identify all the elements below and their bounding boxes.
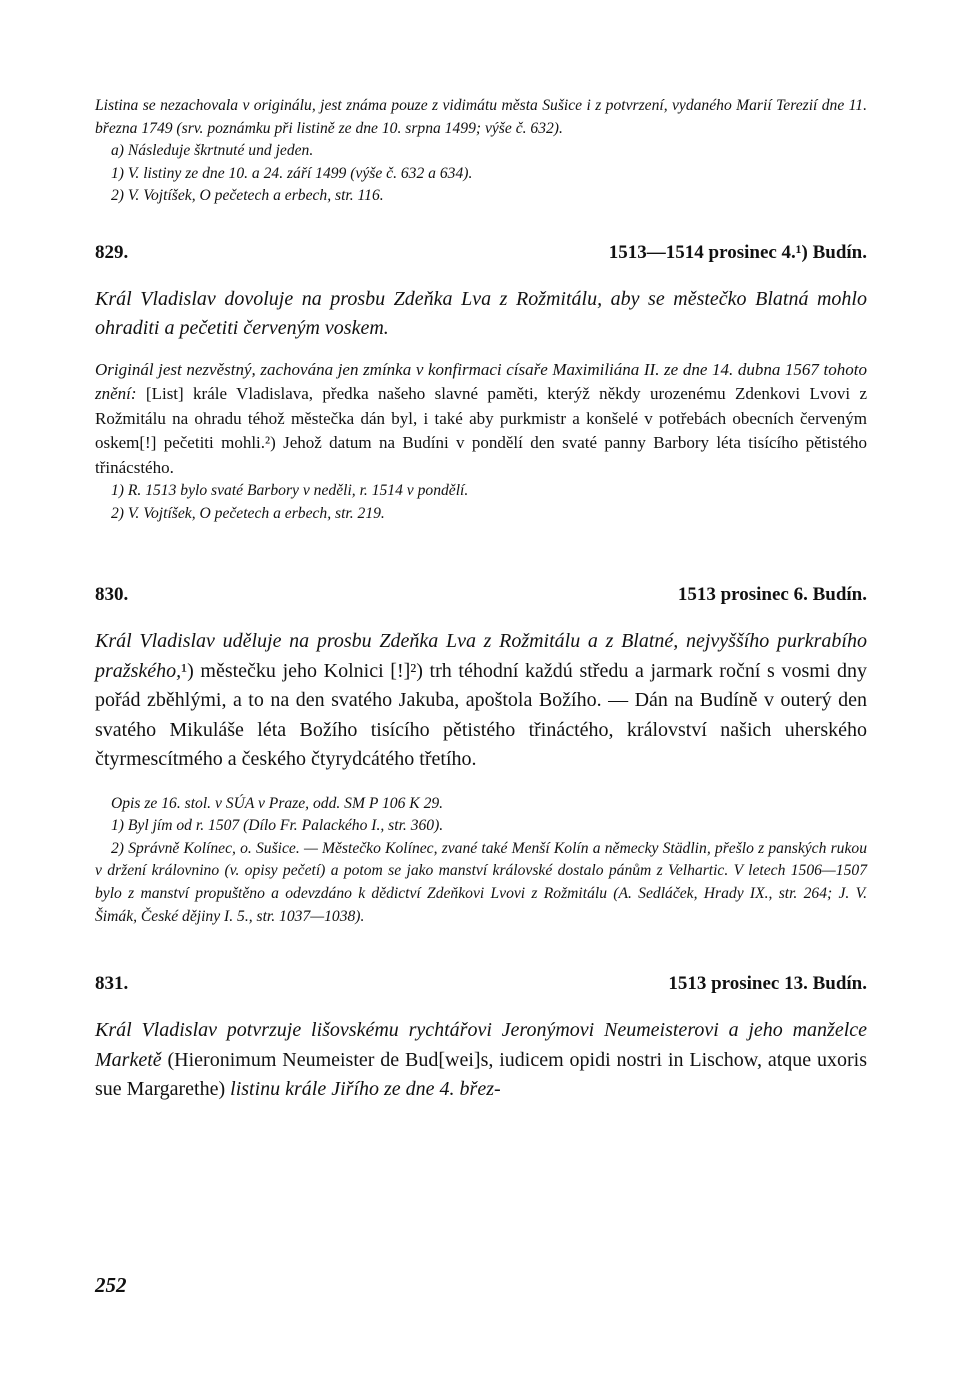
entry-831 [95,972,867,1105]
entry-summary-italic: Král Vladislav potvrzuje lišovskému rychtářovi Jeronýmovi Neumeisterovi a jeho manželce Marketě [95,1019,867,1071]
footnote-1: 1) R. 1513 bylo svaté Barbory v neděli, r. 1514 v pondělí. [111,482,469,499]
entry-number: 831. [95,973,129,995]
entry-date-place: 1513—1514 prosinec 4.¹) Budín. [608,241,867,263]
entry-summary-italic-cont: listinu krále Jiřího ze dne 4. břez- [230,1078,501,1101]
source-note: Opis ze 16. stol. v SÚA v Praze, odd. SM P 106 K 29. [111,794,444,812]
entry-number: 829. [95,241,129,263]
preservation-note: Listina se nezachovala v originálu, jest známa pouze z vidimátu města Sušice i z potvrzení, vydaného Marií Terezií dne 11. března 1749 (srv. poznámku při listině ze dne 10. srpna 1499; výše č. 632). [95,97,867,137]
top-notes [95,95,867,208]
entry-summary-italic: Král Vladislav uděluje na prosbu Zdeňka Lva z Rožmitálu a z Blatné, nejvyššího purkrabího pražského, [95,630,867,682]
footnote-1: 1) V. listiny ze dne 10. a 24. září 1499 (výše č. 632 a 634). [111,164,473,182]
latin-quote: (Hieronimum Neumeister de Bud[wei]s, iudicem opidi nostri in Lischow, atque uxoris sue Margarethe) [95,1048,867,1101]
entry-830 [95,583,867,928]
entry-summary: Král Vladislav dovoluje na prosbu Zdeňka Lva z Rožmitálu, aby se městečko Blatná mohlo ohraditi a pečetiti červeným voskem. [95,287,867,340]
entry-intro: Originál jest nezvěstný, zachována jen zmínka v konfirmaci císaře Maximiliána II. ze dne 14. dubna 1567 tohoto znění: [95,359,867,404]
entry-header [95,972,867,996]
entry-number: 830. [95,584,129,606]
entry-text [95,358,867,480]
entry-date-place: 1513 prosinec 13. Budín. [668,973,867,995]
footnote-2: 2) V. Vojtíšek, O pečetech a erbech, str. 116. [111,187,384,205]
entry-summary [95,627,867,775]
entry-date-place: 1513 prosinec 6. Budín. [677,584,867,606]
footnote-a: a) Následuje škrtnuté und jeden. [111,142,314,160]
footnote-2: 2) Správně Kolínec, o. Sušice. — Městečko Kolínec, zvané také Menší Kolín a německy Städlin, přešlo z panských rukou v držení královnino (v. opisy pečetí) a potom se jako manství královské dostalo pánům z Velhartic. V letech 1506—1507 bylo z manství propuštěno a odevzdáno k dědictví Zdeňkovi Lvovi z Rožmitálu (A. Sedláček, Hrady IX., str. 264; J. V. Šimák, České dějiny I. 5., str. 1037—1038). [95,839,867,925]
entry-829 [95,241,867,525]
entry-quote: [List] krále Vladislava, předka našeho slavné paměti, kterýž někdy urozenému Zdenkovi Lvovi z Rožmitálu na ohradu téhož městečka dán byl, i také aby purkmistr a konšelé v potřebách obecních červeným oskem[!] pečetiti mohli.²) Jehož datum na Budíni v pondělí den svaté panny Barbory léta tisícího pětistého třinácstého. [95,384,867,477]
footnote-2: 2) V. Vojtíšek, O pečetech a erbech, str. 219. [111,504,385,522]
page-number: 252 [95,1273,127,1297]
entry-header [95,241,867,265]
entry-header [95,583,867,607]
entry-summary [95,1016,867,1105]
footnote-1: 1) Byl jím od r. 1507 (Dílo Fr. Palackého I., str. 360). [111,817,444,835]
page-body [95,95,867,1105]
entry-body: ¹) městečku jeho Kolnici [!]²) trh téhodní každú středu a jarmark roční s vosmi dny pořád zběhlými, a to na den svatého Jakuba, apoštola Božího. — Dán na Budíně v outerý den svatého Mikuláše léta Božího tisícího pětistého třináctého, království našich uherského čtyrmescítmého a českého čtyrydcátého třetího. [95,659,867,771]
